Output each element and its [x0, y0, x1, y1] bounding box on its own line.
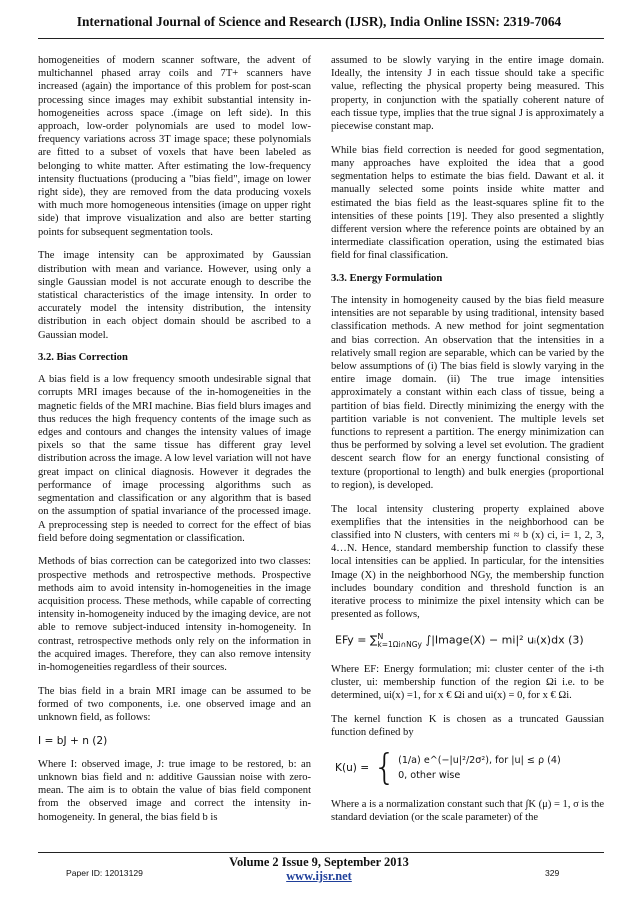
equation-4-lhs: K(u) =	[335, 761, 370, 774]
header-divider	[38, 38, 604, 39]
equation-3-upper-limit: N	[377, 631, 384, 641]
paragraph: Methods of bias correction can be categorized into two classes: prospective methods and retrospective methods. Prospective methods aim to avoid intensity in-homogeneities in the image acquisition process. These methods, while capable of correcting intensity in-homogeneity induced by the imaging device, are not able to remove subject-induced intensity in-homogeneity. In contrast, retrospective methods only rely on the information in the acquired images. Therefore, they can also remove intensity in-homogeneities regardless of their sources.	[38, 556, 311, 674]
footer-paper-id: Paper ID: 12013129	[66, 868, 143, 878]
equation-3-rhs: ∫|Image(X) − mi|² uᵢ(x)dx (3)	[421, 633, 584, 647]
equation-4-case-2: 0, other wise	[398, 769, 461, 781]
paragraph: Where EF: Energy formulation; mi: cluster center of the i-th cluster, ui: membership function of the region Ωi i.e. to be determined, ui(x) =1, for x € Ωi and ui(x) = 0, for x € Ωi.	[331, 663, 604, 702]
equation-4-case-1: (1/a) e^(−|u|²/2σ²), for |u| ≤ ρ (4)	[398, 754, 561, 766]
left-column	[38, 54, 311, 834]
equation-2: I = bJ + n (2)	[38, 734, 108, 747]
footer-page-number: 329	[545, 868, 560, 878]
equation-3	[335, 632, 604, 649]
section-heading-energy-formulation: 3.3. Energy Formulation	[331, 273, 443, 285]
right-column	[331, 54, 604, 835]
paragraph: assumed to be slowly varying in the entire image domain. Ideally, the intensity J in each tissue should take a specific value, reflecting the physical property being measured. This property, in conjunction with the spatially coherent nature of each tissue type, implies that the true signal J is approximately a piecewise constant map.	[331, 55, 604, 133]
footer-divider	[38, 852, 604, 853]
equation-3-lower-limit: k=1Ωi∩NGy	[377, 639, 422, 649]
equation-3-lhs: EFy = ∑	[335, 633, 378, 647]
paragraph: The bias field in a brain MRI image can be assumed to be formed of two components, i.e. one observed image and an unknown field, as follows:	[38, 685, 311, 724]
paragraph: homogeneities of modern scanner software, the advent of multichannel phased array coils and 7T+ scanners have increased (again) the importance of this problem for post-scan processing since images may exhibit substantial intensity in-homogeneities across space .(image on left side). In this approach, low-order polynomials are used to model low-frequency variations across 3T image space; these polynomials are fitted to a subset of voxels that have been labeled as belonging to white matter. After estimating the low-frequency intensity fluctuations (producing a "bias field", image on lower right side), they are removed from the data producing voxels with much more homogeneous intensities (image on upper right side) that improve visualization and also are better starting points for subsequent segmentation tools.	[38, 55, 311, 238]
paragraph: The kernel function K is chosen as a truncated Gaussian function defined by	[331, 713, 604, 739]
journal-header: International Journal of Science and Research (IJSR), India Online ISSN: 2319-7064	[76, 14, 562, 29]
paragraph: A bias field is a low frequency smooth undesirable signal that corrupts MRI images because of the in-homogeneities in the magnetic fields of the MRI machine. Bias field blurs images and thus reduces the high frequency contents of the image such as edges and contours and changes the intensity values of image pixels so that the same tissue has different gray level distribution across the image. A low level variation will not have great impact on clinical diagnosis. However it degrades the performance of image processing algorithms such as segmentation and classification or any algorithm that is based on the assumption of spatial invariance of the processed image. A preprocessing step is needed to correct for the effect of bias field before doing segmentation or classification.	[38, 374, 311, 544]
paragraph: Where I: observed image, J: true image to be restored, b: an unknown bias field and n: additive Gaussian noise with zero-mean. The aim is to obtain the value of bias field component from the observed image and correct the intensity in-homogeneity. In general, the bias field b is	[38, 758, 311, 823]
paragraph: While bias field correction is needed for good segmentation, many approaches have exploited the idea that a good segmentation helps to estimate the bias field. Dawant et al. it manually selected some points inside white matter and estimated the bias field as the least-squares spline fit to the intensities of these points [19]. They also presented a slightly different version where the reference points are obtained by an intermediate classification operation, using the estimated bias field for final classification.	[331, 144, 604, 262]
paragraph: Where a is a normalization constant such that ∫K (μ) = 1, σ is the standard deviation (or the scale parameter) of the	[331, 798, 604, 823]
footer-volume: Volume 2 Issue 9, September 2013	[229, 855, 409, 869]
paragraph: The image intensity can be approximated by Gaussian distribution with mean and variance. However, using only a single Gaussian model is not accurate enough to describe the statistical characteristics of the image intensity. In order to accurately model the intensity distribution, the intensity distribution in each object domain should be ascribed to a Gaussian model.	[38, 250, 311, 341]
equation-4-cases	[398, 753, 561, 783]
section-heading-bias-correction: 3.2. Bias Correction	[38, 352, 128, 364]
footer-url-link[interactable]: www.ijsr.net	[286, 869, 352, 883]
paragraph: The local intensity clustering property explained above exemplifies that the intensities in the neighborhood can be classified into N clusters, with centers mi ≈ b (x) ci, i= 1, 2, 3, 4…N. Hence, standard membership function to classify these local intensities can be applied. In particular, for the intensities Image (X) in the neighborhood NGy, the membership function includes boundary condition and threshold function is an iterative process to minimize the pixel intensity which can be presented as follows,	[331, 503, 604, 621]
equation-4	[335, 746, 604, 788]
paragraph: The intensity in homogeneity caused by the bias field measure intensities are not separable by using traditional, intensity based classification methods. A new method for joint segmentation and bias correction. An observation that the intensities in a relatively small region are separable, which can be varied by the below assumptions of (i) The bias field is slowly varying in the entire image domain. (ii) The true image intensities approximately a constant within each class of tissue, being a partition of bias field. Directly minimizing the energy with the partition variable is not convenient. The multiple levels set functions to represent a partition. The energy minimization can thus be performed by solving a level set evolution. The gradient descent search flow for an energy functional consisting of texture (proportional to length) and bulk energies (proportional to region), is developed.	[331, 295, 604, 491]
left-brace-icon: {	[373, 746, 397, 788]
